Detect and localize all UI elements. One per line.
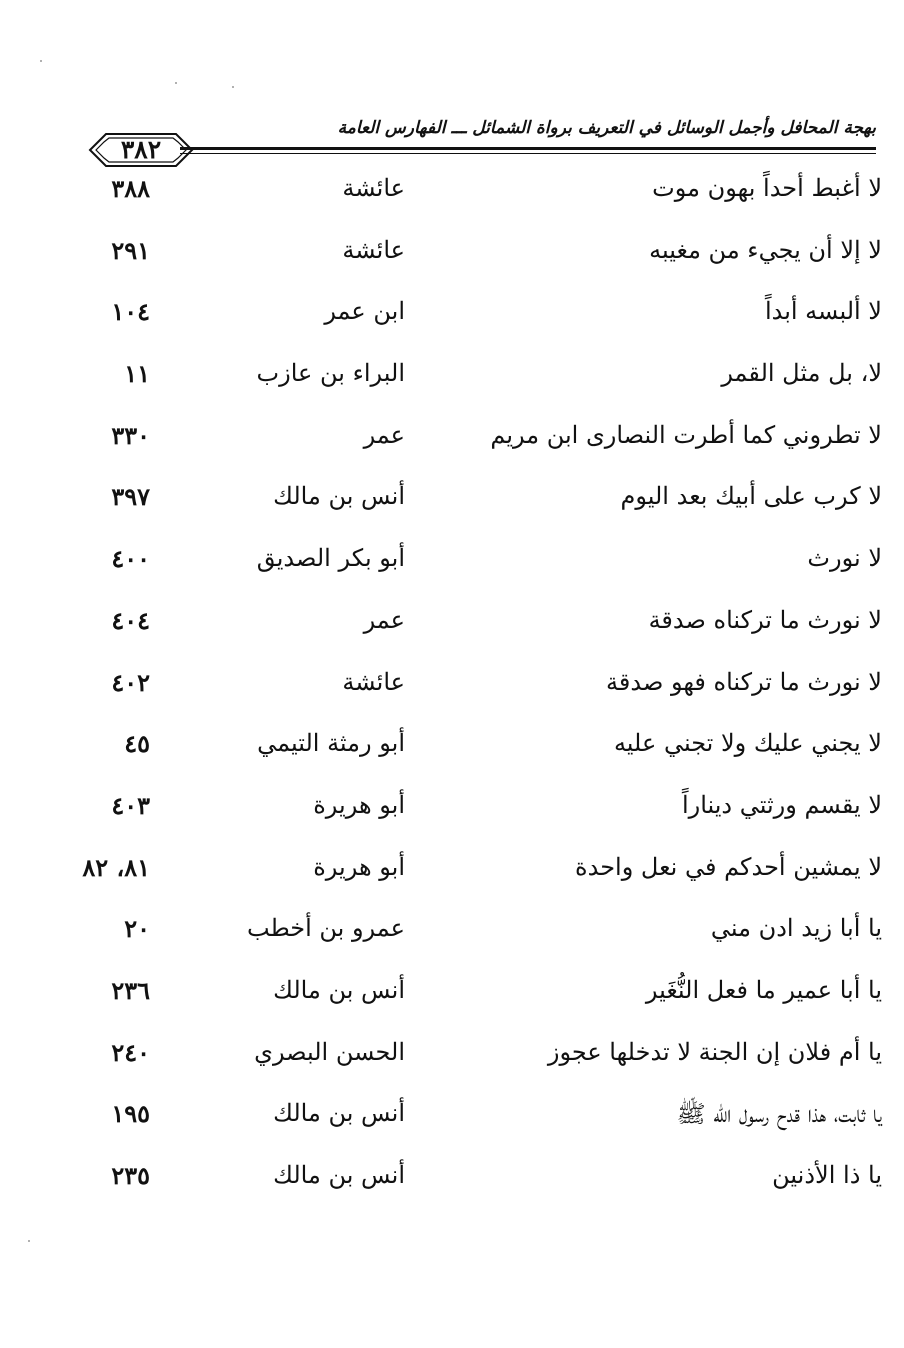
narrator-name: عمر bbox=[363, 605, 405, 634]
index-row bbox=[0, 1153, 904, 1215]
index-row bbox=[0, 166, 904, 228]
page-reference: ١٩٥ bbox=[111, 1099, 150, 1129]
narrator-name: أبو بكر الصديق bbox=[256, 544, 405, 573]
page-reference: ٤٠٠ bbox=[111, 544, 150, 574]
index-row bbox=[0, 845, 904, 907]
page-reference: ١٠٤ bbox=[111, 297, 150, 327]
narrator-name: عمرو بن أخطب bbox=[247, 914, 405, 943]
running-header: بهجة المحافل وأجمل الوسائل في التعريف برواة الشمائل ـــ الفهارس العامة bbox=[337, 118, 876, 138]
narrator-name: ابن عمر bbox=[324, 297, 405, 326]
narrator-name: أبو رمثة التيمي bbox=[257, 729, 405, 758]
hadith-text: لا ألبسه أبداً bbox=[764, 297, 882, 326]
hadith-text: يا أبا زيد ادن مني bbox=[710, 914, 882, 943]
hadith-text: يا أبا عمير ما فعل النُّغَير bbox=[645, 975, 882, 1004]
index-entries bbox=[0, 166, 904, 1215]
header-rule-thin bbox=[180, 153, 876, 154]
scan-speck bbox=[40, 60, 42, 62]
narrator-name: عائشة bbox=[342, 174, 405, 202]
scan-speck bbox=[28, 1240, 30, 1242]
narrator-name: عمر bbox=[363, 420, 405, 449]
index-row bbox=[0, 721, 904, 783]
hadith-text: لا يمشين أحدكم في نعل واحدة bbox=[575, 852, 882, 881]
index-row bbox=[0, 968, 904, 1030]
page-reference: ٤٠٢ bbox=[111, 667, 150, 697]
header-rule bbox=[180, 147, 876, 150]
hadith-text: لا أغبط أحداً بهون موت bbox=[652, 174, 882, 202]
hadith-text: يا ذا الأذنين bbox=[772, 1161, 882, 1189]
index-row bbox=[0, 1091, 904, 1153]
index-row bbox=[0, 598, 904, 660]
hadith-text: لا نورث ما تركناه فهو صدقة bbox=[606, 667, 882, 696]
hadith-text: يا أم فلان إن الجنة لا تدخلها عجوز bbox=[547, 1037, 882, 1066]
narrator-name: أنس بن مالك bbox=[273, 482, 405, 511]
hadith-text: لا يجني عليك ولا تجني عليه bbox=[613, 729, 882, 758]
page-reference: ٤٠٣ bbox=[111, 790, 150, 820]
index-row bbox=[0, 413, 904, 475]
page-reference: ٤٠٤ bbox=[111, 605, 150, 635]
narrator-name: أنس بن مالك bbox=[273, 1099, 405, 1128]
narrator-name: أنس بن مالك bbox=[273, 1161, 405, 1189]
scan-speck bbox=[232, 86, 234, 88]
hadith-text: لا إلا أن يجيء من مغيبه bbox=[649, 235, 882, 264]
hadith-text: يا ثابت، هذا قدح رسول الله ﷺ bbox=[676, 1100, 882, 1129]
index-row bbox=[0, 1030, 904, 1092]
page-reference: ١١ bbox=[124, 359, 150, 389]
page-reference: ٨١، ٨٢ bbox=[82, 852, 150, 882]
hadith-text: لا كرب على أبيك بعد اليوم bbox=[620, 482, 882, 511]
hadith-text: لا تطروني كما أطرت النصارى ابن مريم bbox=[490, 420, 882, 449]
page-reference: ٢٣٦ bbox=[111, 975, 150, 1005]
narrator-name: عائشة bbox=[342, 667, 405, 696]
narrator-name: أبو هريرة bbox=[313, 790, 405, 819]
hadith-text: لا نورث bbox=[807, 544, 882, 573]
page-reference: ٤٥ bbox=[124, 729, 150, 759]
index-row bbox=[0, 536, 904, 598]
scan-speck bbox=[175, 82, 177, 84]
index-row bbox=[0, 351, 904, 413]
index-row bbox=[0, 474, 904, 536]
index-row bbox=[0, 228, 904, 290]
page-reference: ٣٣٠ bbox=[111, 420, 150, 450]
narrator-name: عائشة bbox=[342, 235, 405, 264]
narrator-name: أنس بن مالك bbox=[273, 975, 405, 1004]
page-reference: ٣٨٨ bbox=[111, 174, 150, 203]
page-reference: ٣٩٧ bbox=[111, 482, 150, 512]
hadith-text: لا نورث ما تركناه صدقة bbox=[648, 605, 882, 634]
page-number: ٣٨٢ bbox=[120, 135, 162, 164]
page-reference: ٢٤٠ bbox=[111, 1037, 150, 1067]
narrator-name: الحسن البصري bbox=[254, 1037, 405, 1066]
page-reference: ٢٠ bbox=[124, 914, 150, 944]
page-reference: ٢٩١ bbox=[111, 235, 150, 265]
index-row bbox=[0, 660, 904, 722]
index-row bbox=[0, 289, 904, 351]
index-row bbox=[0, 783, 904, 845]
narrator-name: البراء بن عازب bbox=[256, 359, 405, 388]
index-row bbox=[0, 906, 904, 968]
page-reference: ٢٣٥ bbox=[111, 1161, 150, 1190]
hadith-text: لا يقسم ورثتي ديناراً bbox=[681, 790, 882, 819]
narrator-name: أبو هريرة bbox=[313, 852, 405, 881]
hadith-text: لا، بل مثل القمر bbox=[721, 359, 882, 388]
